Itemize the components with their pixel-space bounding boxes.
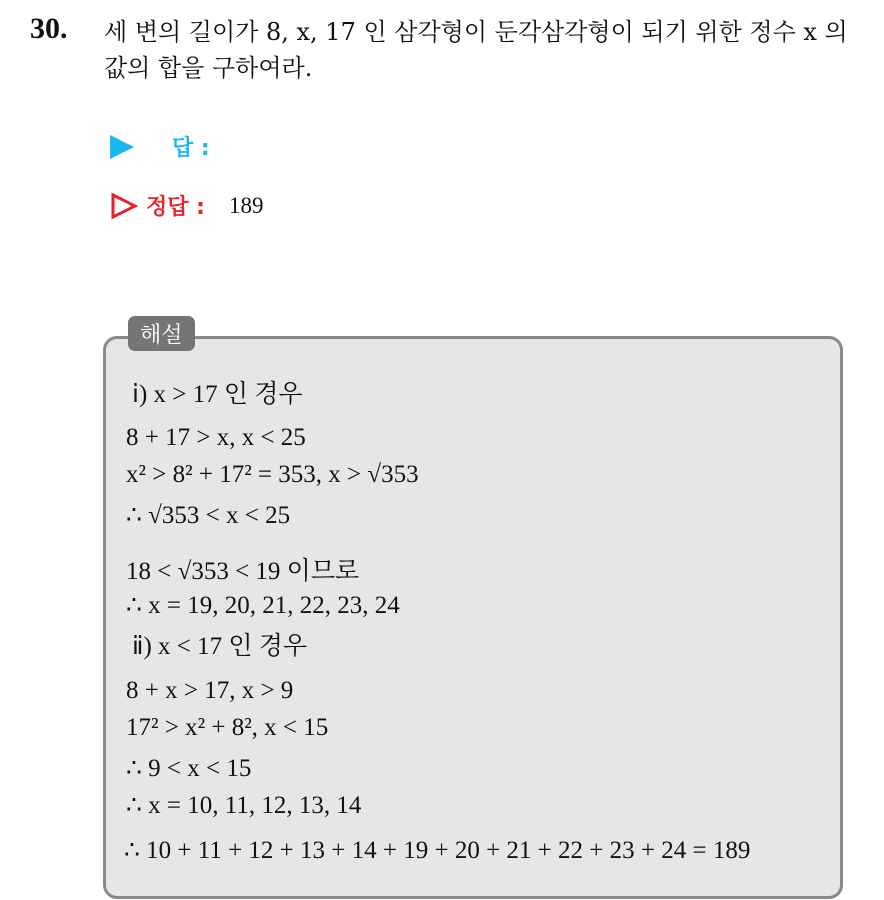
correct-answer-value: 189 bbox=[228, 192, 264, 218]
correct-answer-row bbox=[110, 190, 263, 221]
solution-line: 8 + x > 17, x > 9 bbox=[126, 677, 294, 704]
solution-title: 해설 bbox=[128, 316, 195, 351]
solution-line: x² > 8² + 17² = 353, x > √353 bbox=[126, 461, 419, 488]
play-triangle-icon bbox=[110, 135, 134, 159]
solution-line: 8 + 17 > x, x < 25 bbox=[126, 424, 306, 451]
solution-line: 18 < √353 < 19 이므로 bbox=[126, 558, 360, 585]
question-number: 30. bbox=[30, 12, 68, 45]
question-text: 세 변의 길이가 8, x, 17 인 삼각형이 둔각삼각형이 되기 위한 정수 x 의 값의 합을 구하여라. bbox=[104, 18, 848, 82]
solution-line: ∴ x = 19, 20, 21, 22, 23, 24 bbox=[126, 592, 400, 619]
solution-line: ∴ 9 < x < 15 bbox=[126, 755, 252, 782]
outline-triangle-icon bbox=[110, 192, 138, 220]
solution-line: ∴ √353 < x < 25 bbox=[126, 502, 291, 529]
solution-line: ∴ 10 + 11 + 12 + 13 + 14 + 19 + 20 + 21 + 22 + 23 + 24 = 189 bbox=[124, 837, 751, 864]
answer-row bbox=[110, 131, 210, 162]
solution-line: ⅰ) x > 17 인 경우 bbox=[132, 381, 303, 408]
solution-line: 17² > x² + 8², x < 15 bbox=[126, 714, 329, 741]
correct-answer-label: 정답 : bbox=[146, 195, 205, 220]
answer-label: 답 : bbox=[172, 136, 210, 161]
solution-line: ∴ x = 10, 11, 12, 13, 14 bbox=[126, 792, 362, 819]
solution-line: ⅱ) x < 17 인 경우 bbox=[132, 633, 308, 660]
